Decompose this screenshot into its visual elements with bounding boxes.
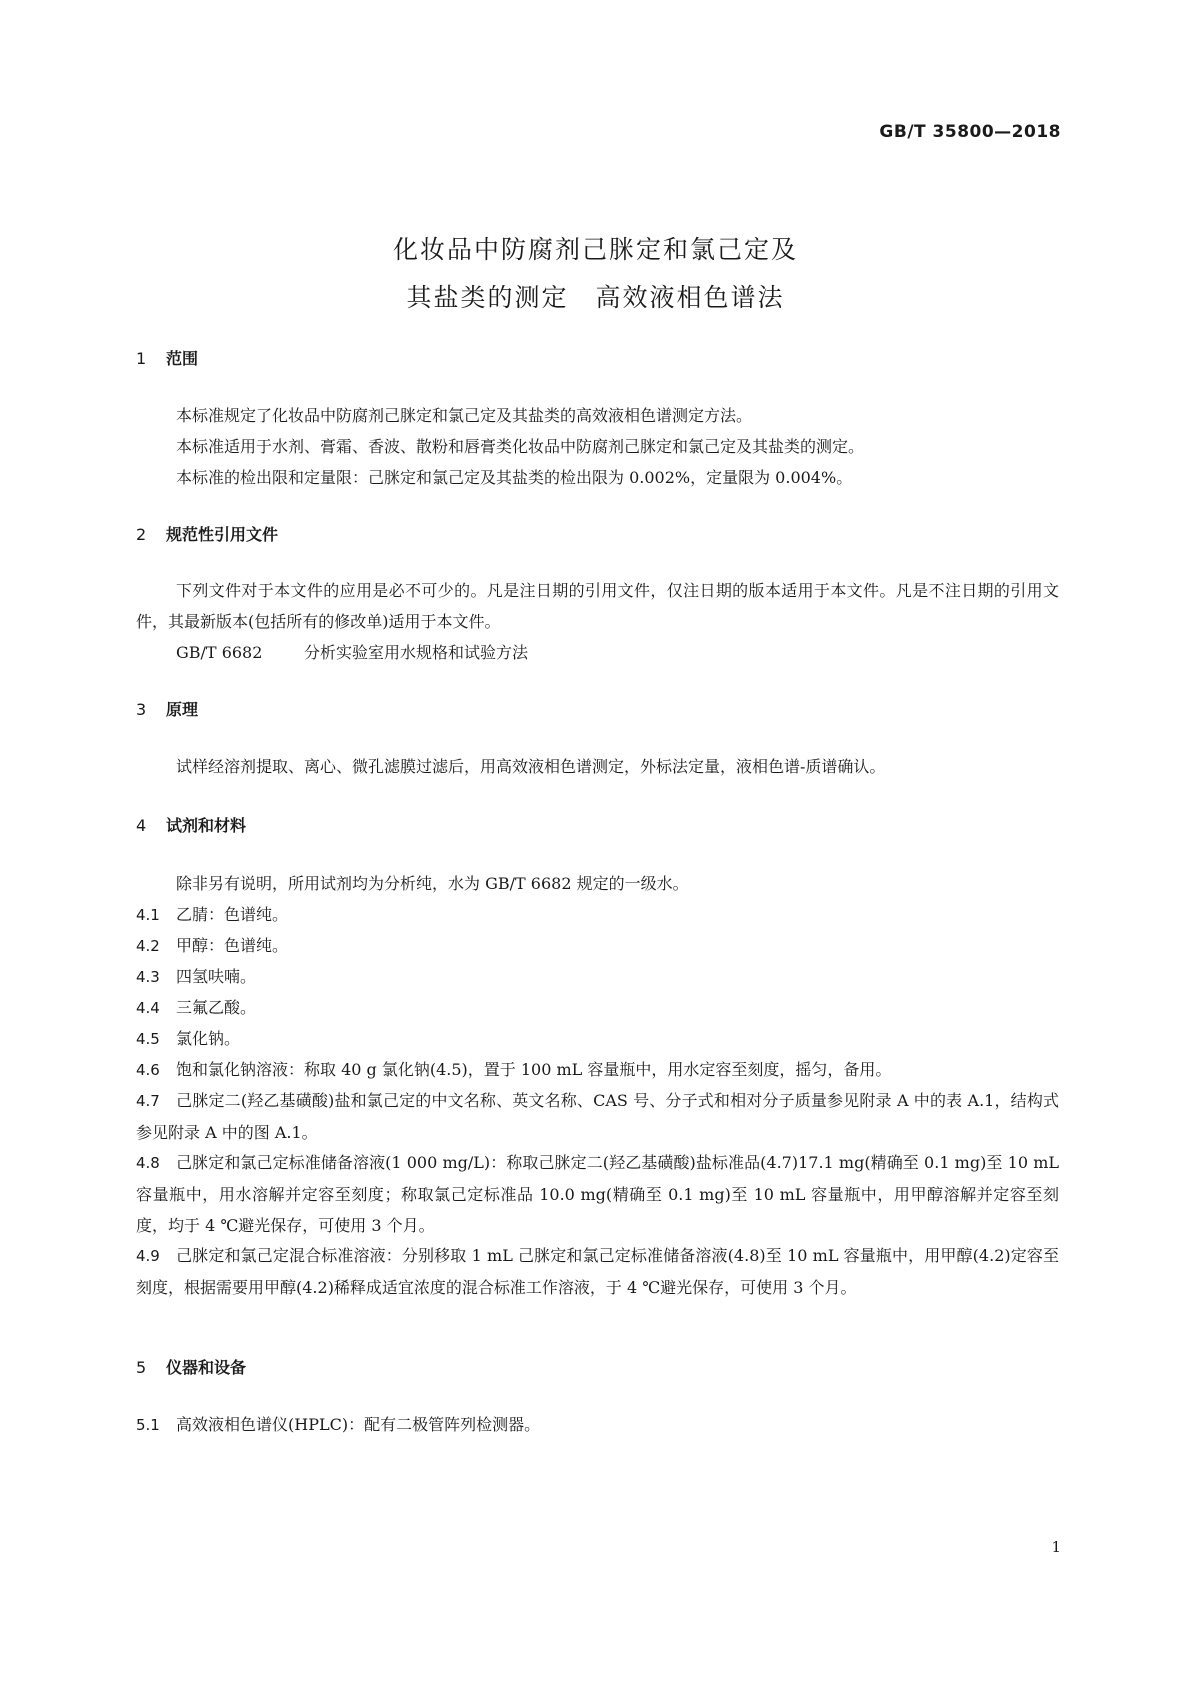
title-line-2: 其盐类的测定 高效液相色谱法 (406, 283, 785, 312)
list-item (136, 1085, 1059, 1148)
section-title: 试剂和材料 (166, 816, 247, 835)
section-number: 3 (136, 700, 147, 719)
item-number: 4.7 (136, 1092, 160, 1110)
item-number: 4.6 (136, 1061, 160, 1079)
item-number: 4.2 (136, 937, 160, 955)
item-text: 己脒定和氯己定标准储备溶液(1 000 mg/L)：称取己脒定二(羟乙基磺酸)盐标准品(4.7)17.1 mg(精确至 0.1 mg)至 10 mL 容量瓶中，用水溶解并定容至刻度；称取氯己定标准品 10.0 mg(精确至 0.1 mg)至 10 mL 容量瓶中，用甲醇溶解并定容至刻度，均于 4 ℃避光保存，可使用 3 个月。 (136, 1153, 1059, 1235)
item-text: 高效液相色谱仪(HPLC)：配有二极管阵列检测器。 (176, 1415, 541, 1434)
section-4-heading (136, 813, 246, 836)
list-item (136, 1054, 1059, 1086)
item-number: 4.1 (136, 906, 160, 924)
section-number: 5 (136, 1358, 147, 1377)
section-title: 规范性引用文件 (166, 525, 279, 544)
item-number: 4.5 (136, 1030, 160, 1048)
list-item (136, 1240, 1059, 1303)
item-number: 4.9 (136, 1247, 160, 1265)
section-3-paragraph: 试样经溶剂提取、离心、微孔滤膜过滤后，用高效液相色谱测定，外标法定量，液相色谱-质谱确认。 (176, 757, 886, 776)
section-number: 2 (136, 525, 147, 544)
item-text: 饱和氯化钠溶液：称取 40 g 氯化钠(4.5)，置于 100 mL 容量瓶中，用水定容至刻度，摇匀，备用。 (176, 1060, 892, 1079)
reference-title: 分析实验室用水规格和试验方法 (304, 643, 529, 662)
title-line-1: 化妆品中防腐剂己脒定和氯己定及 (392, 235, 798, 264)
document-title (0, 226, 1191, 322)
section-title: 仪器和设备 (166, 1358, 247, 1377)
item-text: 己脒定和氯己定混合标准溶液：分别移取 1 mL 己脒定和氯己定标准储备溶液(4.8)至 10 mL 容量瓶中，用甲醇(4.2)定容至刻度，根据需要用甲醇(4.2)稀释成适宜浓度的混合标准工作溶液，于 4 ℃避光保存，可使用 3 个月。 (136, 1246, 1059, 1297)
list-item (136, 992, 1059, 1024)
section-title: 范围 (166, 349, 199, 368)
item-text: 甲醇：色谱纯。 (176, 936, 289, 955)
section-1-paragraph-2: 本标准适用于水剂、膏霜、香波、散粉和唇膏类化妆品中防腐剂己脒定和氯己定及其盐类的测定。 (176, 437, 865, 456)
standard-code: GB/T 35800—2018 (879, 122, 1061, 142)
item-text: 乙腈：色谱纯。 (176, 905, 289, 924)
section-4-intro: 除非另有说明，所用试剂均为分析纯，水为 GB/T 6682 规定的一级水。 (176, 874, 689, 893)
reference-code: GB/T 6682 (176, 643, 263, 662)
item-number: 4.8 (136, 1154, 160, 1172)
list-item (136, 1409, 1059, 1441)
item-text: 氯化钠。 (176, 1029, 241, 1048)
list-item (136, 899, 1059, 931)
item-number: 4.4 (136, 999, 160, 1017)
item-number: 5.1 (136, 1416, 160, 1434)
item-text: 三氟乙酸。 (176, 998, 257, 1017)
section-5-heading (136, 1355, 246, 1378)
list-item (136, 930, 1059, 962)
list-item (136, 1147, 1059, 1241)
item-text: 己脒定二(羟乙基磺酸)盐和氯己定的中文名称、英文名称、CAS 号、分子式和相对分子质量参见附录 A 中的表 A.1，结构式参见附录 A 中的图 A.1。 (136, 1091, 1059, 1142)
section-title: 原理 (166, 700, 199, 719)
item-text: 四氢呋喃。 (176, 967, 257, 986)
list-item (136, 1023, 1059, 1055)
list-item (136, 961, 1059, 993)
section-1-paragraph-3: 本标准的检出限和定量限：己脒定和氯己定及其盐类的检出限为 0.002%，定量限为 0.004%。 (176, 468, 853, 487)
section-1-heading (136, 346, 198, 369)
section-2-heading (136, 522, 278, 545)
section-2-paragraph: 下列文件对于本文件的应用是必不可少的。凡是注日期的引用文件，仅注日期的版本适用于本文件。凡是不注日期的引用文件，其最新版本(包括所有的修改单)适用于本文件。 (136, 581, 1059, 631)
section-1-paragraph-1: 本标准规定了化妆品中防腐剂己脒定和氯己定及其盐类的高效液相色谱测定方法。 (176, 406, 753, 425)
section-number: 4 (136, 816, 147, 835)
section-number: 1 (136, 349, 147, 368)
page-number: 1 (1051, 1538, 1061, 1556)
section-3-heading (136, 697, 198, 720)
item-number: 4.3 (136, 968, 160, 986)
normative-reference (176, 637, 528, 668)
